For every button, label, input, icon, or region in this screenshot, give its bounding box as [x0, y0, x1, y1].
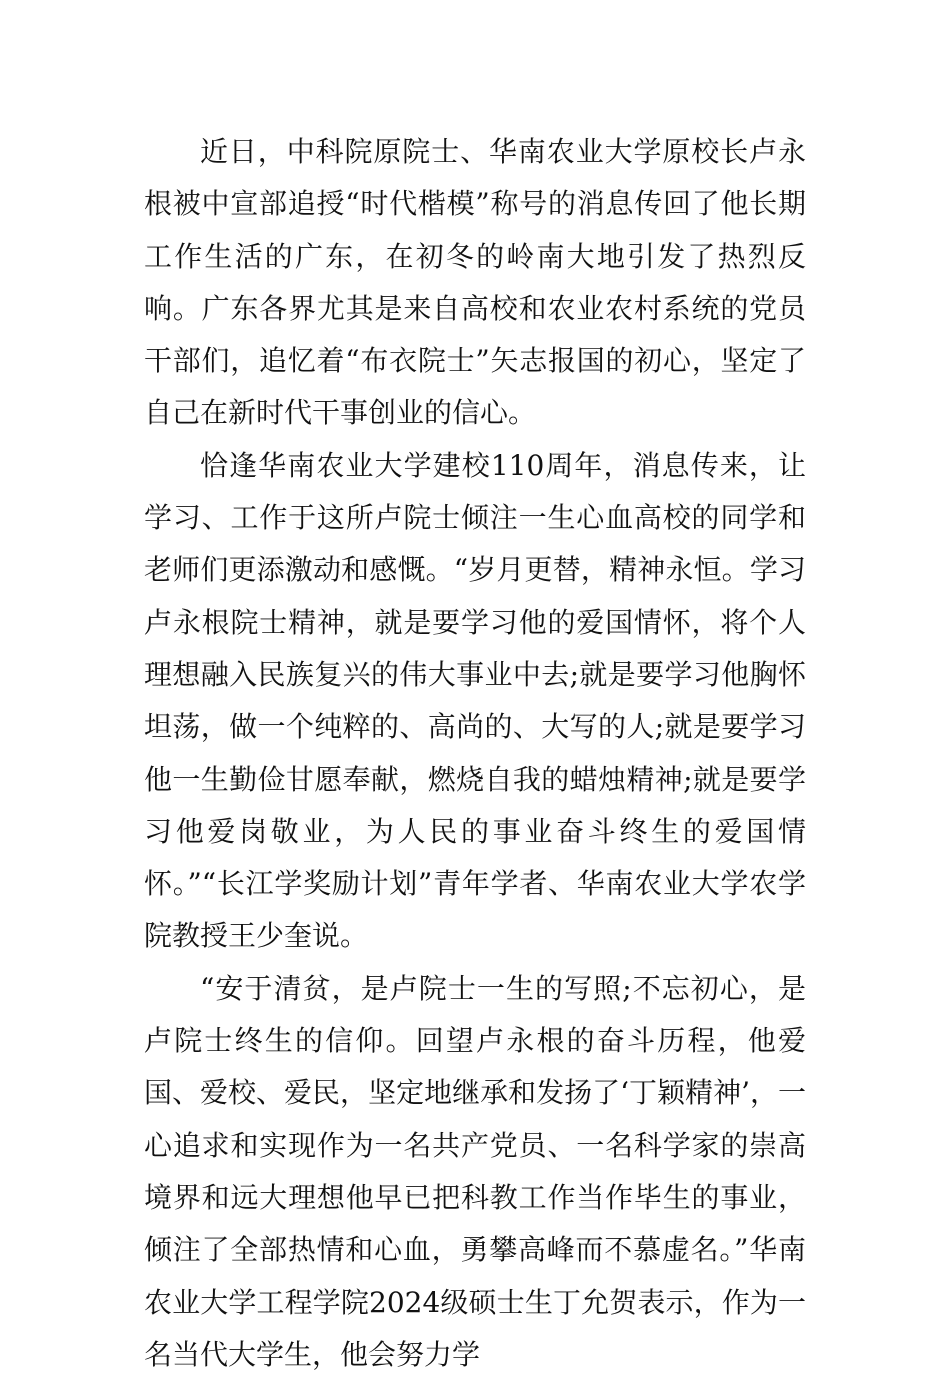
article-body: [144, 126, 806, 1381]
paragraph-3: “安于清贫，是卢院士一生的写照;不忘初心，是卢院士终生的信仰。回望卢永根的奋斗历程，他爱国、爱校、爱民，坚定地继承和发扬了‘丁颖精神’，一心追求和实现作为一名共产党员、一名科学家的崇高境界和远大理想他早已把科教工作当作毕生的事业，倾注了全部热情和心血，勇攀高峰而不慕虚名。”华南农业大学工程学院2024级硕士生丁允贺表示，作为一名当代大学生，他会努力学: [144, 971, 806, 1371]
paragraph-1: 近日，中科院原院士、华南农业大学原校长卢永根被中宣部追授“时代楷模”称号的消息传回了他长期工作生活的广东，在初冬的岭南大地引发了热烈反响。广东各界尤其是来自高校和农业农村系统的党员干部们，追忆着“布衣院士”矢志报国的初心，坚定了自己在新时代干事创业的信心。: [144, 135, 806, 430]
paragraph-2: 恰逢华南农业大学建校110周年，消息传来，让学习、工作于这所卢院士倾注一生心血高校的同学和老师们更添激动和感慨。“岁月更替，精神永恒。学习卢永根院士精神，就是要学习他的爱国情怀，将个人理想融入民族复兴的伟大事业中去;就是要学习他胸怀坦荡，做一个纯粹的、高尚的、大写的人;就是要学习他一生勤俭甘愿奉献，燃烧自我的蜡烛精神;就是要学习他爱岗敬业，为人民的事业奋斗终生的爱国情怀。”“长江学奖励计划”青年学者、华南农业大学农学院教授王少奎说。: [144, 448, 806, 953]
